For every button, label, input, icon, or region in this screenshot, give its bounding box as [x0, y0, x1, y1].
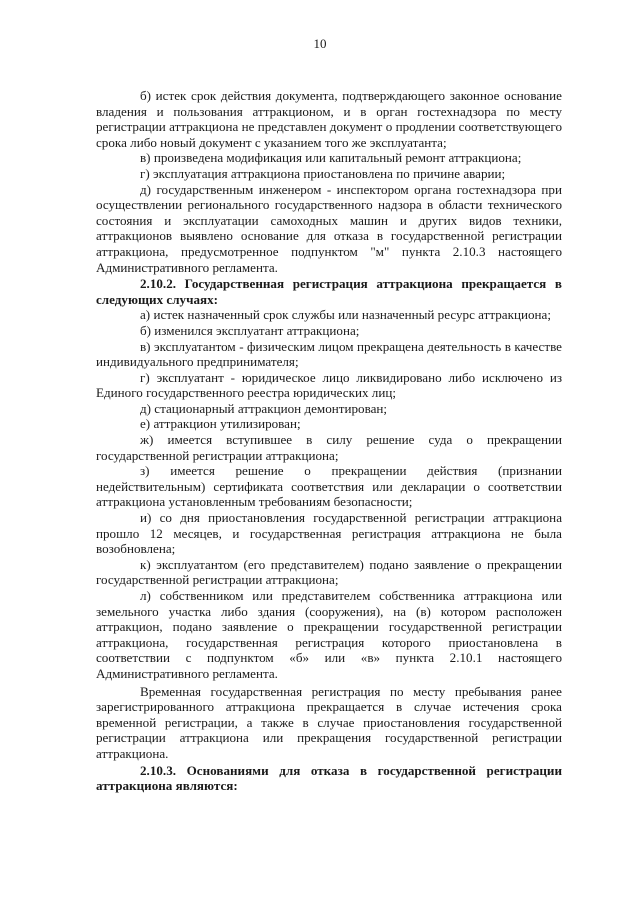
paragraph: ж) имеется вступившее в силу решение суда о прекращении государственной регистрации аттракциона; [96, 432, 562, 463]
paragraph: г) эксплуатация аттракциона приостановлена по причине аварии; [140, 165, 506, 181]
paragraph: д) стационарный аттракцион демонтирован; [140, 400, 388, 416]
document-body [96, 88, 562, 794]
paragraph: д) государственным инженером - инспектором органа гостехнадзора при осуществлении регионального государственного надзора в области технического состояния и эксплуатации самоходных машин и других видов техники, аттракционов выявлено основание для отказа в государственной регистрации аттракциона, предусмотренное подпунктом "м" пункта 2.10.3 настоящего Административного регламента. [96, 181, 562, 275]
paragraph: б) истек срок действия документа, подтверждающего законное основание владения и пользования аттракционом, и в орган гостехнадзора по месту регистрации аттракциона не представлен документ о продлении соответствующего срока либо новый документ с указанием того же эксплуатанта; [96, 88, 562, 150]
paragraph: в) эксплуатантом - физическим лицом прекращена деятельность в качестве индивидуального предпринимателя; [96, 338, 562, 370]
paragraph: а) истек назначенный срок службы или назначенный ресурс аттракциона; [140, 307, 551, 323]
page-number: 10 [313, 36, 327, 51]
paragraph: е) аттракцион утилизирован; [140, 416, 301, 432]
section-heading: 2.10.3. Основаниями для отказа в государственной регистрации аттракциона являются: [96, 762, 562, 794]
paragraph: и) со дня приостановления государственной регистрации аттракциона прошло 12 месяцев, и государственная регистрация аттракциона не была возобновлена; [96, 510, 562, 557]
paragraph: з) имеется решение о прекращении действия (признании недействительным) сертификата соответствия или декларации о соответствии аттракциона установленным требованиям безопасности; [96, 463, 562, 510]
paragraph: Временная государственная регистрация по месту пребывания ранее зарегистрированного аттракциона прекращается в случае истечения срока временной регистрации, а также в случае приостановления государственной регистрации аттракциона или прекращения государственной регистрации аттракциона. [96, 683, 562, 761]
paragraph: л) собственником или представителем собственника аттракциона или земельного участка либо здания (сооружения), на (в) котором расположен аттракцион, подано заявление о прекращении государственной регистрации аттракциона, государственная регистрация которого приостановлена в соответствии с подпунктом «б» или «в» пункта 2.10.1 настоящего Административного регламента. [96, 588, 562, 681]
paragraph: к) эксплуатантом (его представителем) подано заявление о прекращении государственной регистрации аттракциона; [96, 556, 562, 588]
paragraph: г) эксплуатант - юридическое лицо ликвидировано либо исключено из Единого государственного реестра юридических лиц; [96, 369, 562, 401]
paragraph: в) произведена модификация или капитальный ремонт аттракциона; [140, 150, 522, 166]
section-heading: 2.10.2. Государственная регистрация аттракциона прекращается в следующих случаях: [96, 276, 562, 307]
paragraph: б) изменился эксплуатант аттракциона; [140, 322, 360, 338]
